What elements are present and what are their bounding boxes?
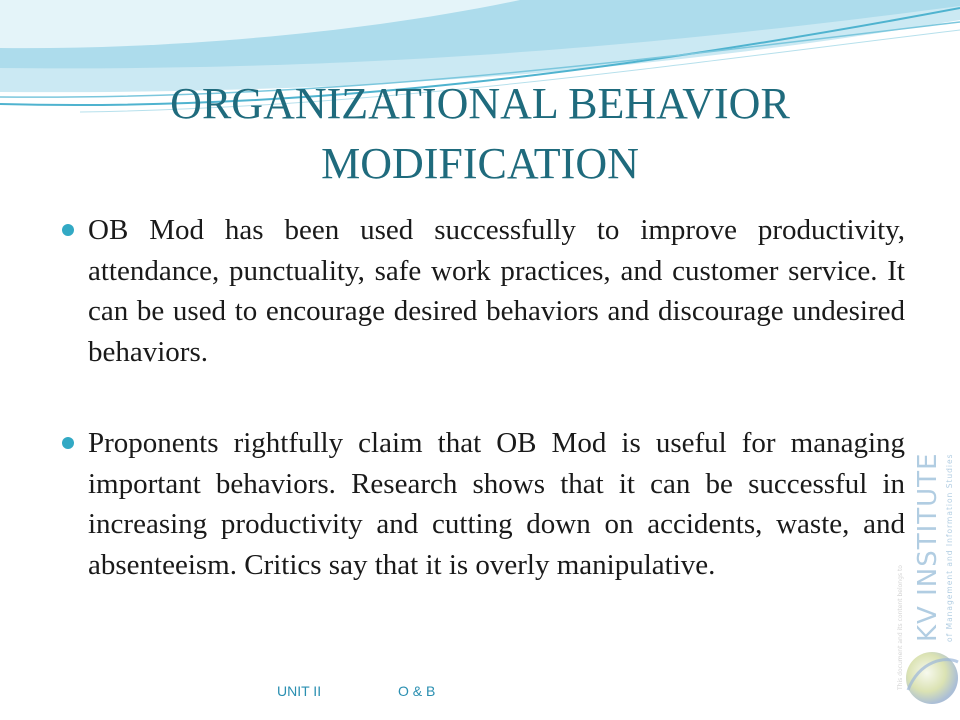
footer-course: O & B (398, 683, 436, 699)
slide-title (80, 74, 880, 194)
bullet-text: Proponents rightfully claim that OB Mod is useful for managing important behaviors. Research shows that it can be successful in increasing productivity and cutting down on accidents, waste, and absenteeism. Critics say that it is overly manipulative. (88, 427, 905, 581)
bullet-dot-icon (62, 437, 74, 449)
watermark-subtitle: of Management and Information Studies (945, 453, 954, 642)
bullet-item (62, 210, 905, 372)
bullet-text: OB Mod has been used successfully to improve productivity, attendance, punctuality, safe work practices, and customer service. It can be used to encourage desired behaviors and discourage undesired behaviors. (88, 214, 905, 368)
watermark-note: This document and its content belongs to (897, 565, 904, 690)
footer-unit: UNIT II (277, 683, 322, 699)
kv-institute-watermark-logo (886, 360, 960, 720)
bullet-item (62, 423, 905, 585)
bullet-dot-icon (62, 224, 74, 236)
watermark-name: KV INSTITUTE (913, 452, 943, 642)
slide-title-line-2: MODIFICATION (321, 139, 639, 188)
slide-title-line-1: ORGANIZATIONAL BEHAVIOR (170, 79, 790, 128)
bullet-list (62, 210, 905, 585)
